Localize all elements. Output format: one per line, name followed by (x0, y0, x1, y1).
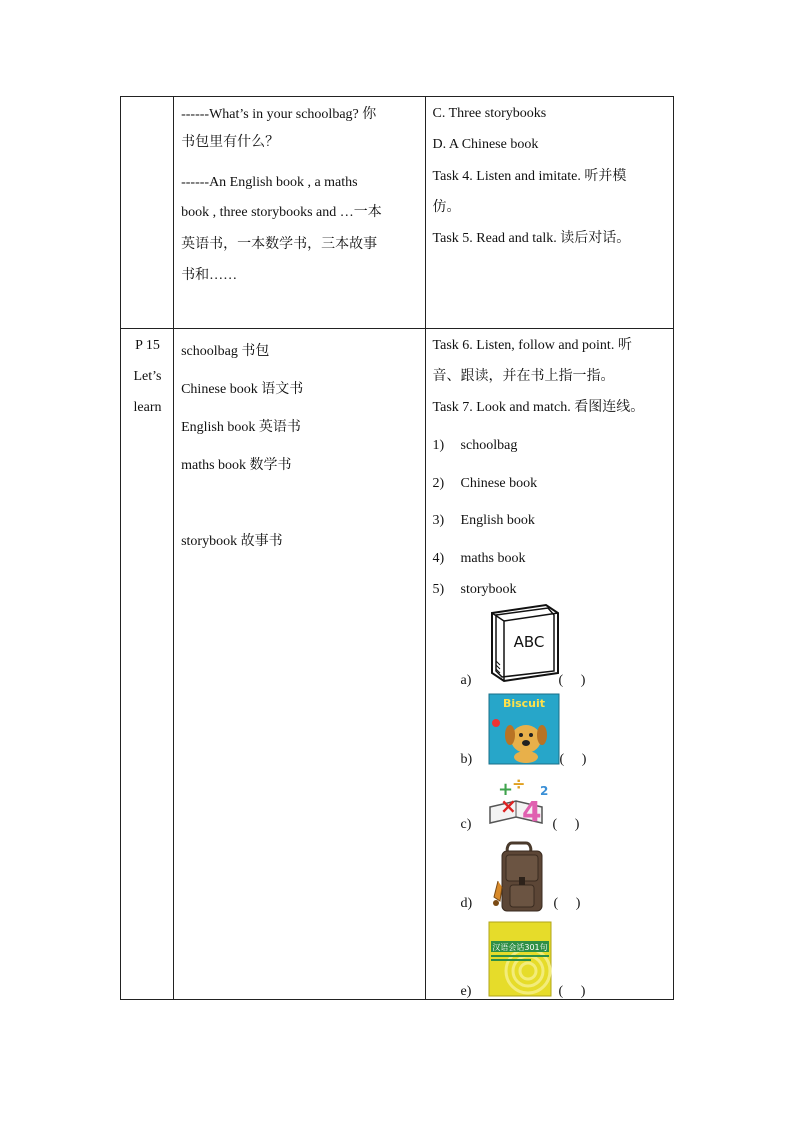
table-cell (425, 329, 673, 1000)
list-item-number: 2) (432, 476, 445, 491)
table-row (121, 97, 674, 329)
answer-parentheses: ( ) (558, 984, 586, 999)
picture-label: a) (460, 673, 472, 688)
table-cell (174, 329, 425, 1000)
vocab-word: Chinese book 语文书 (181, 382, 304, 397)
chinese-book-title: 汉语会话301句 (491, 943, 548, 952)
picture-label: b) (460, 752, 473, 767)
storybook-cover-icon (488, 693, 560, 765)
svg-text:+: + (497, 779, 513, 800)
option-c: C. Three storybooks (432, 106, 547, 121)
list-item-number: 4) (432, 551, 445, 566)
list-item-number: 1) (432, 438, 445, 453)
picture-label: d) (460, 896, 473, 911)
table-cell (174, 97, 425, 329)
dialogue-answer-line: book , three storybooks and …一本 (181, 205, 382, 220)
section-title-lets: Let’s (133, 369, 162, 384)
abc-text: ABC (513, 633, 544, 651)
list-item-text: maths book (460, 551, 526, 566)
svg-text:÷: ÷ (511, 774, 525, 793)
vocab-word: schoolbag 书包 (181, 344, 270, 359)
list-item-text: Chinese book (460, 476, 538, 491)
svg-text:4: 4 (521, 795, 542, 828)
page-number: P 15 (135, 338, 160, 353)
list-item-number: 3) (432, 513, 445, 528)
vocab-word: storybook 故事书 (181, 534, 283, 549)
maths-book-icon (486, 773, 554, 829)
lesson-table (120, 96, 674, 1000)
task-5: Task 5. Read and talk. 读后对话。 (432, 231, 631, 246)
abc-book-icon (486, 603, 562, 683)
dialogue-answer-line: 书和…… (181, 268, 238, 283)
picture-label: e) (460, 984, 472, 999)
chinese-book-icon (488, 921, 552, 997)
task-6-continued: 音、跟读，并在书上指一指。 (432, 369, 615, 384)
answer-parentheses: ( ) (553, 896, 581, 911)
schoolbag-icon (488, 841, 550, 915)
section-title-learn: learn (133, 400, 162, 415)
table-cell (121, 97, 174, 329)
svg-text:2: 2 (539, 784, 548, 798)
option-d: D. A Chinese book (432, 137, 539, 152)
answer-parentheses: ( ) (559, 752, 587, 767)
svg-text:×: × (499, 794, 517, 818)
list-item-text: storybook (460, 582, 517, 597)
list-item-text: schoolbag (460, 438, 518, 453)
table-cell (121, 329, 174, 1000)
dialogue-answer-line: ------An English book , a maths (181, 175, 358, 190)
task-6: Task 6. Listen, follow and point. 听 (432, 338, 632, 353)
answer-parentheses: ( ) (552, 817, 580, 832)
dialogue-question-translation: 书包里有什么？ (181, 135, 280, 150)
dialogue-answer-line: 英语书，一本数学书，三本故事 (181, 237, 378, 252)
vocab-word: maths book 数学书 (181, 458, 292, 473)
table-cell (425, 97, 673, 329)
answer-parentheses: ( ) (558, 673, 586, 688)
list-item-number: 5) (432, 582, 445, 597)
vocab-word: English book 英语书 (181, 420, 301, 435)
table-row (121, 329, 674, 1000)
list-item-text: English book (460, 513, 535, 528)
task-4: Task 4. Listen and imitate. 听并模 (432, 169, 627, 184)
storybook-title: Biscuit (502, 697, 545, 710)
picture-label: c) (460, 817, 472, 832)
task-4-continued: 仿。 (432, 200, 461, 215)
dialogue-question: ------What’s in your schoolbag? 你 (181, 107, 377, 122)
task-7: Task 7. Look and match. 看图连线。 (432, 400, 645, 415)
